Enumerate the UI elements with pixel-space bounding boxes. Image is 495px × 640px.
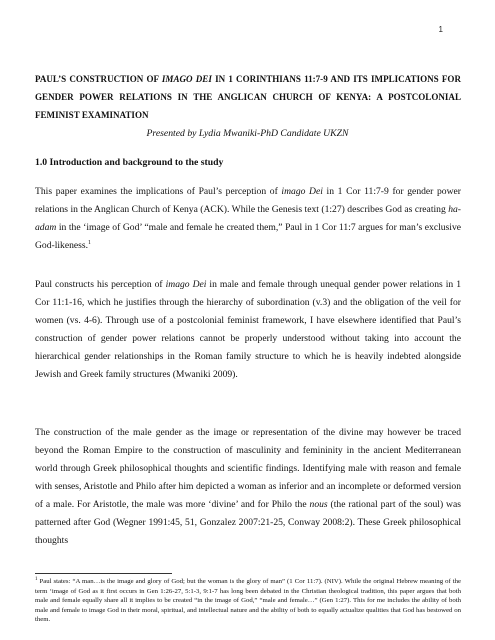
footnote xyxy=(35,577,461,625)
paragraph-3-text-a: The construction of the male gender as the image or representation of the divine may however be traced beyond the Roman Empire to the construction of masculinity and femininity in the ancient Mediterranean world through Greek philosophical thoughts and scientific findings. Identifying male with reason and female with senses, Aristotle and Philo after him depicted a woman as inferior and an incomplete or deformed version of a male. For Aristotle, the male was more ‘divine’ and for Philo the xyxy=(35,427,461,510)
paragraph-2-term-imago-dei: imago Dei xyxy=(165,279,207,290)
footnote-marker: 1 xyxy=(35,576,38,582)
page-number: 1 xyxy=(438,25,443,34)
footnote-reference[interactable]: 1 xyxy=(88,239,92,246)
paragraph-3-term-nous: nous xyxy=(309,499,328,510)
presenter-line: Presented by Lydia Mwaniki-PhD Candidate UKZN xyxy=(146,128,349,139)
paper-title xyxy=(35,70,461,124)
section-heading: 1.0 Introduction and background to the study xyxy=(35,157,224,168)
paragraph-1 xyxy=(35,183,461,255)
paragraph-1-text-e: in the ‘image of God’ “male and female he created them,” Paul in 1 Cor 11:7 argues for man’s exclusive God-likeness. xyxy=(35,222,461,251)
title-term-imago-dei: IMAGO DEI xyxy=(161,74,212,84)
paragraph-3-text-c: (the rational part of the soul) was patterned after God (Wegner 1991:45, 51, Gonzalez 2007:21-25, Conway 2008:2). These Greek philosophical thoughts xyxy=(35,499,461,546)
footnote-separator xyxy=(35,573,172,574)
paragraph-1-text-c: in 1 Cor 11:7-9 for gender power relations in the Anglican Church of Kenya (ACK). While the Genesis text (1:27) describes God as creating xyxy=(35,186,461,215)
paragraph-1-text-a: This paper examines the implications of Paul’s perception of xyxy=(35,186,282,197)
paragraph-2 xyxy=(35,276,461,384)
paper-title-text: PAUL’S CONSTRUCTION OF IMAGO DEI IN 1 CORINTHIANS 11:7-9 AND ITS IMPLICATIONS FOR GENDER POWER RELATIONS IN THE ANGLICAN CHURCH OF KENYA: A POSTCOLONIAL FEMINIST EXAMINATION xyxy=(35,74,462,120)
footnote-text: Paul states: “A man…is the image and glory of God; but the woman is the glory of man” (1 Cor 11:7). (NIV). While the original Hebrew meaning of the term ‘image of God as it first occurs in Gen 1:26-27, 5:1-3, 9:1-7 has long been debated in the Christian theological tradition, this paper argues that both male and female equally share all it implies to be created “in the image of God,” “male and female…” (Gen 1:27). This for me includes the ability of both male and female to image God in their moral, spiritual, and intellectual nature and the ability of both to equally actualize qualities that God has bestowed on them. xyxy=(35,578,461,623)
paragraph-2-text-a: Paul constructs his perception of xyxy=(35,279,166,290)
paragraph-1-term-imago-dei: imago Dei xyxy=(281,186,323,197)
paragraph-2-text-c: in male and female through unequal gender power relations in 1 Cor 11:1-16, which he justifies through the hierarchy of subordination (v.3) and the obligation of the veil for women (vs. 4-6). Through use of a postcolonial feminist framework, I have elsewhere identified that Paul’s construction of gender power relations cannot be properly understood without taking into account the hierarchical gender relationships in the Roman family structure to which he is heavily indebted alongside Jewish and Greek family structures (Mwaniki 2009). xyxy=(35,279,461,380)
paragraph-3 xyxy=(35,424,461,550)
paragraph-1-term-ha-adam: ha-adam xyxy=(35,204,461,233)
